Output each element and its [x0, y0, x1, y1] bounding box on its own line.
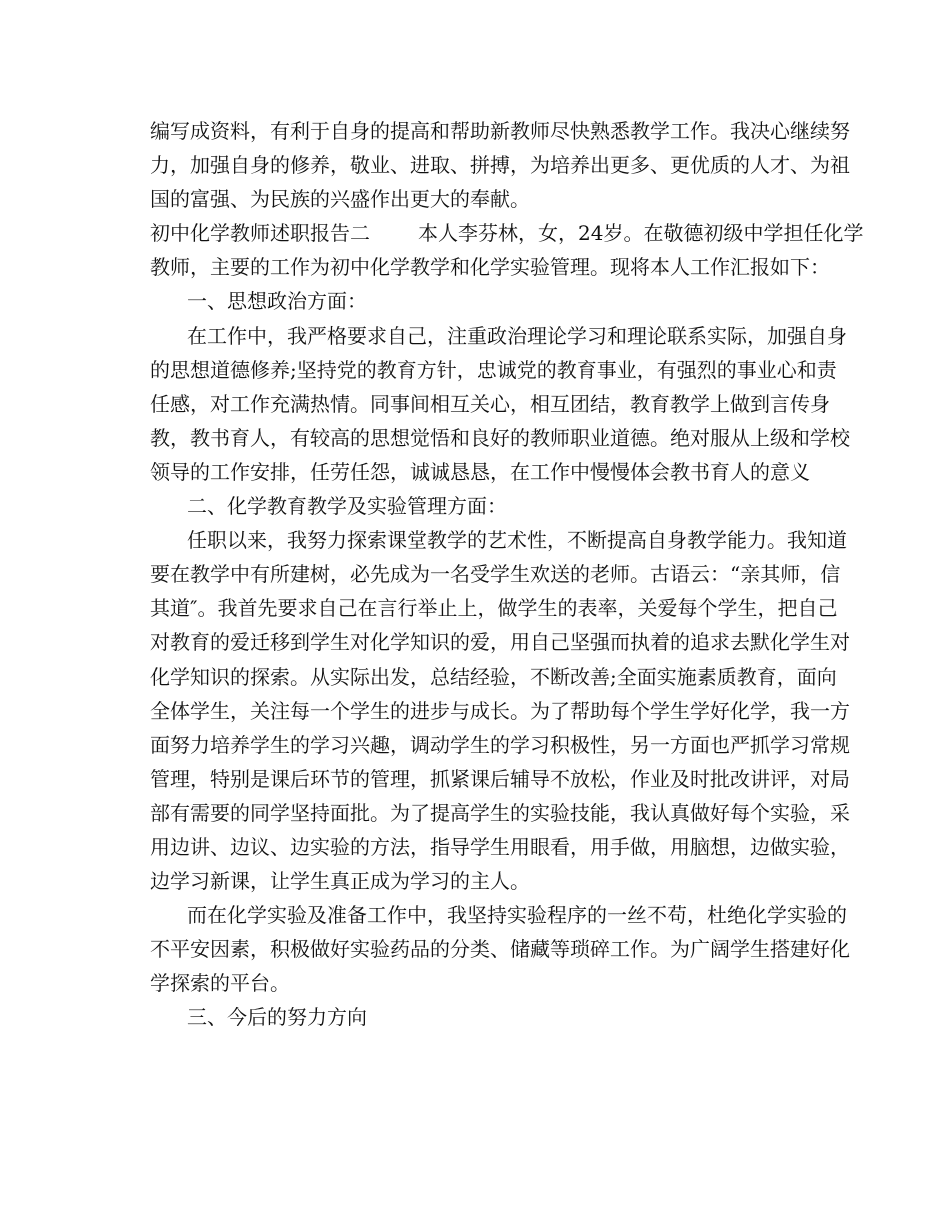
section2-heading: 二、化学教育教学及实验管理方面：: [187, 494, 507, 519]
text-line: 教，教书育人，有较高的思想觉悟和良好的教师职业道德。绝对服从上级和学校: [150, 425, 850, 450]
text-line: 在工作中，我严格要求自己，注重政治理论学习和理论联系实际，加强自身: [187, 323, 847, 348]
document-body: [150, 114, 864, 1035]
text-line: 的思想道德修养;坚持党的教育方针，忠诚党的教育事业，有强烈的事业心和责: [150, 357, 837, 382]
closing-paragraph: [150, 114, 850, 216]
text-line: 领导的工作安排，任劳任怨，诚诚恳恳，在工作中慢慢体会教书育人的意义: [150, 459, 810, 484]
text-line: 管理，特别是课后环节的管理，抓紧课后辅导不放松，作业及时批改讲评，对局: [150, 766, 850, 791]
section1-heading: 一、思想政治方面：: [187, 289, 367, 314]
section3-heading: 三、今后的努力方向: [187, 1005, 367, 1030]
section2b-paragraph: [150, 898, 850, 1000]
text-line: 而在化学实验及准备工作中，我坚持实验程序的一丝不苟，杜绝化学实验的: [187, 903, 847, 928]
report-intro-line1: 本人李芬林，女，24岁。在敬德初级中学担任化学: [418, 221, 864, 246]
text-line: 学探索的平台。: [150, 971, 290, 996]
text-line: 对教育的爱迁移到学生对化学知识的爱，用自己坚强而执着的追求去默化学生对: [150, 630, 850, 655]
section1-paragraph: [150, 319, 850, 489]
text-line: 力，加强自身的修养，敬业、进取、拼搏，为培养出更多、更优质的人才、为祖: [150, 153, 850, 178]
text-line: 任感，对工作充满热情。同事间相互关心，相互团结，教育教学上做到言传身: [150, 391, 830, 416]
text-line: 化学知识的探索。从实际出发，总结经验，不断改善;全面实施素质教育，面向: [150, 664, 837, 689]
text-line: 边学习新课，让学生真正成为学习的主人。: [150, 869, 530, 894]
text-line: 国的富强、为民族的兴盛作出更大的奉献。: [150, 187, 530, 212]
text-line: 编写成资料，有利于自身的提高和帮助新教师尽快熟悉教学工作。我决心继续努: [150, 119, 850, 143]
report-title: 初中化学教师述职报告二: [150, 221, 370, 246]
text-line: 不平安因素，积极做好实验药品的分类、储藏等琐碎工作。为广阔学生搭建好化: [150, 937, 850, 962]
report-intro-line2: 教师，主要的工作为初中化学教学和化学实验管理。现将本人工作汇报如下：: [150, 255, 830, 280]
text-line: 其道″。我首先要求自己在言行举止上，做学生的表率，关爱每个学生，把自己: [150, 596, 838, 621]
text-line: 部有需要的同学坚持面批。为了提高学生的实验技能，我认真做好每个实验，采: [150, 800, 850, 825]
report-title-line: [150, 216, 864, 250]
text-line: 面努力培养学生的学习兴趣，调动学生的学习积极性，另一方面也严抓学习常规: [150, 732, 850, 757]
text-line: 全体学生，关注每一个学生的进步与成长。为了帮助每个学生学好化学，我一方: [150, 698, 850, 723]
section2-paragraph: [150, 523, 850, 898]
text-line: 要在教学中有所建树，必先成为一名受学生欢送的老师。古语云：“亲其师，信: [150, 562, 841, 587]
text-line: 任职以来，我努力探索课堂教学的艺术性，不断提高自身教学能力。我知道: [187, 528, 847, 553]
text-line: 用边讲、边议、边实验的方法，指导学生用眼看，用手做，用脑想，边做实验，: [150, 834, 850, 859]
